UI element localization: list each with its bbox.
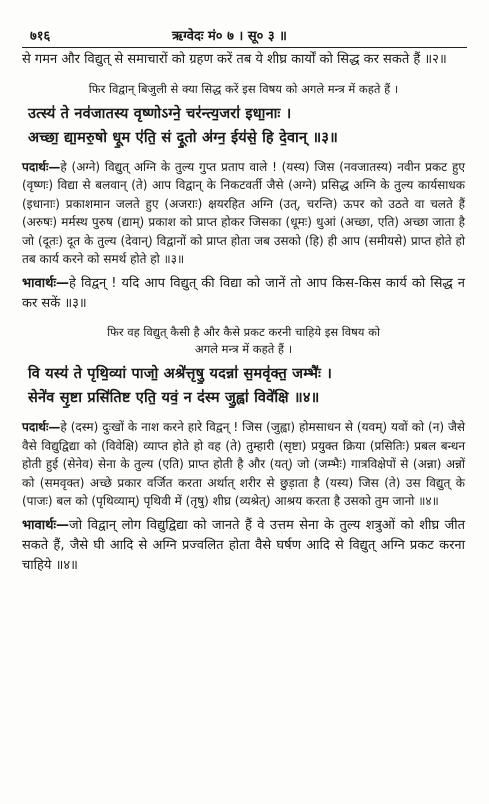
padartha-label: पदार्थः—: [22, 420, 61, 435]
padartha-text: हे (अग्ने) विद्युत् अग्नि के तुल्य गुप्त प्रताप वाले ! (यस्य) जिस (नवजातस्य) नवीन प्रकट हुए (वृष्णः) विद्या से बलवान् (ते) आप विद्वान् के निकटवर्ती जैसे (अग्ने) प्रसिद्ध अग्नि के तुल्य कार्यसाधक (इधानाः) प्रकाशमान जलते हुए (अजराः) क्षयरहित अग्नि (उत्, चरन्ति) ऊपर को उठते वा चलते हैं (अरुषः) मर्मस्थ पुरुष (द्याम्) प्रकाश को प्राप्त होकर जिसका (धूमः) धुआं (अच्छा, एति) अच्छा जाता है जो (दूतः) दूत के तुल्य (देवान्) विद्वानों को प्राप्त होता जब उसको (हि) ही आप (समीयसे) प्राप्त होते हो तब कार्य करने को समर्थ होते हो ॥३॥: [22, 160, 465, 267]
bhavartha-label: भावार्थः—: [22, 276, 70, 292]
mantra-3-intro: फिर विद्वान् बिजुली से क्या सिद्ध करें इस विषय को अगले मन्त्र में कहते हैं ।: [88, 82, 399, 96]
padartha-label: पदार्थः—: [22, 160, 61, 174]
bhavartha-label: भावार्थः—: [22, 518, 70, 534]
continuation-text: से गमन और विद्युत् से समाचारों को ग्रहण करें तब ये शीघ्र कार्यों को सिद्ध कर सकते हैं ॥२॥: [22, 52, 447, 67]
padartha-text: हे (दस्म) दुःखों के नाश करने हारे विद्वन् ! जिस (जुह्वा) होमसाधन से (यवम्) यवों को (न) जैसे वैसे विद्युद्विद्या को (विवेक्षि) व्याप्त होते हो वह (ते) तुम्हारी (सृष्टा) प्रयुक्त क्रिया (प्रसितिः) प्रबल बन्धन होती हुई (सेनेव) सेना के तुल्य (एति) प्राप्त होती है और (यत्) जो (जम्भैः) गात्रविक्षेपों से (अन्ना) अन्नों को (समवृक्त) अच्छे प्रकार वर्जित करता अर्थात् शरीर से छुड़ाता है (यस्य) जिस (ते) उस विद्युत् के (पाजः) बल को (पृथिव्याम्) पृथिवी में (तृषु) शीघ्र (व्यश्रेत्) आश्रय करता है उसको तुम जानो ॥४॥: [22, 420, 465, 509]
page-content: [22, 50, 465, 576]
mantra-4-intro-line-2: अगले मन्त्र में कहते हैं ।: [194, 342, 293, 357]
running-title: ऋग्वेदः मं० ७ । सू० ३ ॥: [172, 29, 287, 44]
mantra-4-intro-line-1: फिर वह विद्युत् कैसी है और कैसे प्रकट करनी चाहिये इस विषय को: [107, 325, 380, 340]
bhavartha-text: जो विद्वान् लोग विद्युद्विद्या को जानते हैं वे उत्तम सेना के तुल्य शत्रुओं को शीघ्र जीत सकते हैं, जैसे घी आदि से अग्नि प्रज्वलित होता वैसे घर्षण आदि से विद्युत् अग्नि प्रकट करना चाहिये ॥४॥: [22, 518, 465, 574]
mantra-4-line-2: सेने॑व सृ॒ष्टा प्रसि॑तिष्ट एति॒ यवं॒ न द॑स्म जु॒ह्वा॑ विवे॑क्षि ॥४॥: [28, 390, 320, 407]
header-rule: [22, 47, 467, 48]
page-header: [22, 24, 467, 46]
bhavartha-text: हे विद्वन् ! यदि आप विद्युत् की विद्या को जानें तो आप किस-किस कार्य को सिद्ध न कर सकें ॥३॥: [22, 276, 465, 312]
mantra-3-bhavartha: [22, 274, 465, 314]
mantra-3-padartha: [22, 158, 465, 268]
mantra-4-bhavartha: [22, 516, 465, 576]
mantra-4-padartha: [22, 418, 465, 510]
mantra-3-line-1: उत्स्य॑ ते नव॑जातस्य वृष्णोऽग्ने॒ चर॑न्त्य॒जरा॑ इधा॒नाः ।: [28, 106, 292, 122]
mantra-3-line-2: अच्छा॒ द्या॒मरु॒षो धू॒म ए॑ति॒ सं दू॒तो अ॑ग्न॒ ईय॑से॒ हि दे॒वान् ॥३॥: [28, 130, 338, 146]
page-number: ७१६: [30, 29, 51, 44]
mantra-4-line-1: वि यस्य॑ ते पृथि॒व्यां पाजो॒ अश्रे॑त्तृषु॒ यदन्ना॑ स॒मवृ॑क्त॒ जम्भैः॑ ।: [28, 366, 333, 383]
